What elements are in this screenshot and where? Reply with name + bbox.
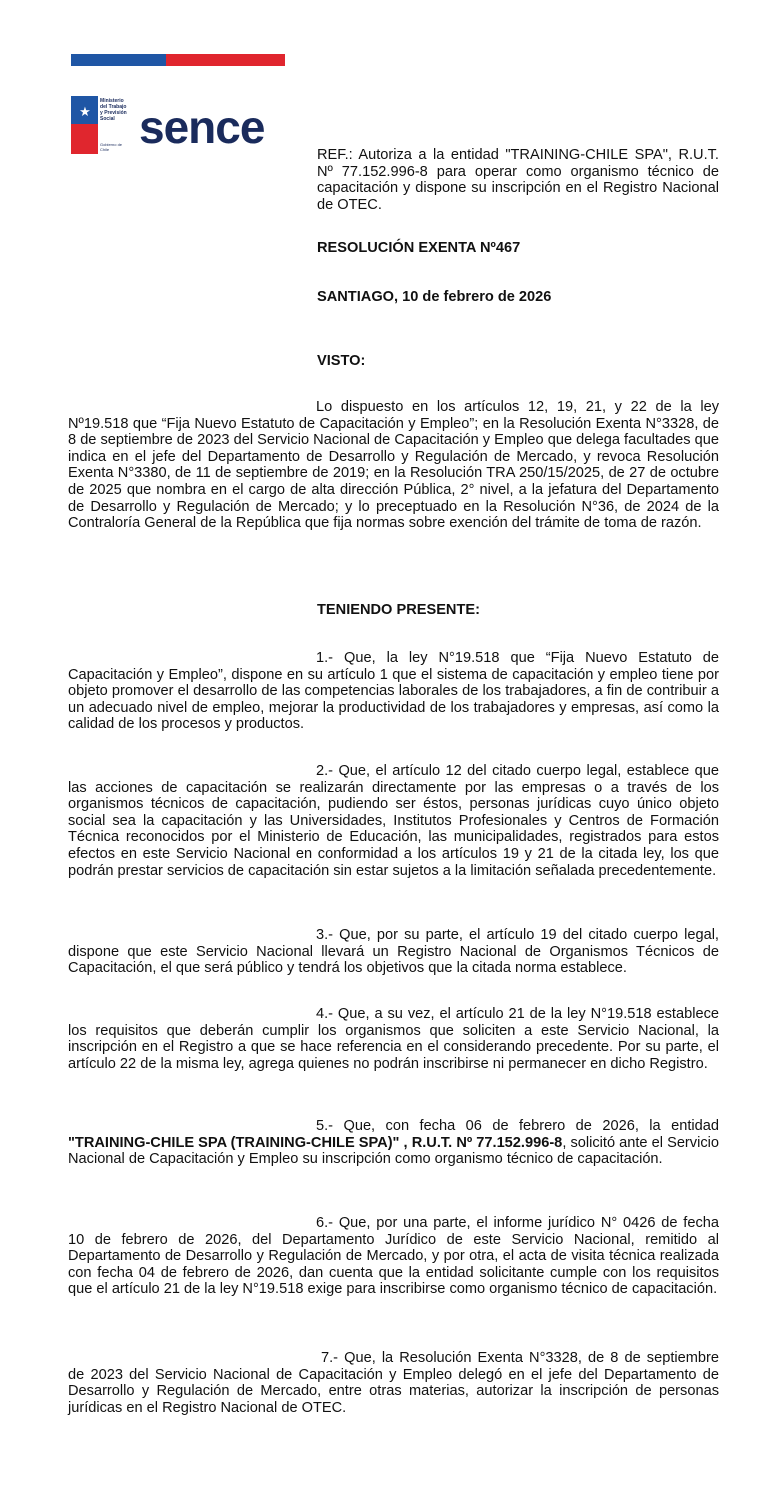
sence-logo (71, 96, 286, 158)
reference-text: REF.: Autoriza a la entidad "TRAINING-CHILE SPA", R.U.T. Nº 77.152.996-8 para operar como organismo técnico de capacitación y dispone su inscripción en el Registro Nacional de OTEC. (317, 147, 719, 213)
considerando-5-start: 5.- Que, con fecha 06 de febrero de 2026, la entidad (316, 1118, 719, 1134)
sence-wordmark: sence (139, 101, 265, 153)
ministry-badge (71, 96, 130, 154)
flag-blue-segment (71, 54, 166, 66)
considerando-3: 3.- Que, por su parte, el artículo 19 del citado cuerpo legal, dispone que este Servicio Nacional llevará un Registro Nacional de Organismos Técnicos de Capacitación, el que será público y tendrá los objetivos que la citada norma establece. (68, 927, 719, 977)
considerando-5-end: , solicitó ante el Servicio Nacional de Capacitación y Empleo su inscripción como organismo técnico de capacitación. (68, 1134, 719, 1168)
gobierno-label: Gobierno de Chile (100, 142, 123, 152)
considerando-4: 4.- Que, a su vez, el artículo 21 de la ley N°19.518 establece los requisitos que deberán cumplir los organismos que soliciten a este Servicio Nacional, la inscripción en el Registro a que se hace referencia en el considerando precedente. Por su parte, el artículo 22 de la misma ley, agrega quienes no podrán inscribirse ni permanecer en dicho Registro. (68, 1006, 719, 1072)
visto-heading: VISTO: (317, 353, 366, 369)
resolution-number: RESOLUCIÓN EXENTA Nº467 (317, 240, 521, 256)
visto-paragraph: Lo dispuesto en los artículos 12, 19, 21, y 22 de la ley Nº19.518 que “Fija Nuevo Estatuto de Capacitación y Empleo”; en la Resolución Exenta N°3328, de 8 de septiembre de 2023 del Servicio Nacional de Capacitación y Empleo que delega facultades que indica en el jefe del Departamento de Desarrollo y Regulación de Mercado, y revoca Resolución Exenta N°3380, de 11 de septiembre de 2019; en la Resolución TRA 250/15/2025, de 27 de octubre de 2025 que nombra en el cargo de alta dirección Pública, 2° nivel, a la jefatura del Departamento de Desarrollo y Regulación de Mercado; y lo preceptuado en la Resolución N°36, de 2024 de la Contraloría General de la República que fija normas sobre exención del trámite de toma de razón. (68, 399, 719, 532)
considerando-5 (68, 1118, 719, 1168)
flag-red-segment (166, 54, 285, 66)
flag-color-bar (71, 54, 285, 66)
chile-crest-icon: ★ (71, 96, 98, 154)
teniendo-presente-heading: TENIENDO PRESENTE: (317, 602, 480, 618)
considerando-2: 2.- Que, el artículo 12 del citado cuerpo legal, establece que las acciones de capacitación se realizarán directamente por las empresas o a través de los organismos técnicos de capacitación, pudiendo ser éstos, personas jurídicas cuyo único objeto social sea la capacitación y las Universidades, Institutos Profesionales y Centros de Formación Técnica reconocidos por el Ministerio de Educación, las municipalidades, registrados para estos efectos en este Servicio Nacional en conformidad a los artículos 19 y 21 de la citada ley, los que podrán prestar servicios de capacitación sin estar sujetos a la limitación señalada precedentemente. (68, 763, 719, 879)
considerando-1: 1.- Que, la ley N°19.518 que “Fija Nuevo Estatuto de Capacitación y Empleo”, dispone en su artículo 1 que el sistema de capacitación y empleo tiene por objeto promover el desarrollo de las competencias laborales de los trabajadores, a fin de contribuir a un adecuado nivel de empleo, mejorar la productividad de los trabajadores y empresas, así como la calidad de los procesos y productos. (68, 650, 719, 733)
considerando-6: 6.- Que, por una parte, el informe jurídico N° 0426 de fecha 10 de febrero de 2026, del Departamento Jurídico de este Servicio Nacional, remitido al Departamento de Desarrollo y Regulación de Mercado, y por otra, el acta de visita técnica realizada con fecha 04 de febrero de 2026, dan cuenta que la entidad solicitante cumple con los requisitos que el artículo 21 de la ley N°19.518 exige para inscribirse como organismo técnico de capacitación. (68, 1215, 719, 1298)
considerando-7: 7.- Que, la Resolución Exenta N°3328, de 8 de septiembre de 2023 del Servicio Nacional de Capacitación y Empleo delegó en el jefe del Departamento de Desarrollo y Regulación de Mercado, entre otras materias, autorizar la inscripción de personas jurídicas en el Registro Nacional de OTEC. (68, 1350, 719, 1416)
entity-name-rut: "TRAINING-CHILE SPA (TRAINING-CHILE SPA)" , R.U.T. Nº 77.152.996-8 (68, 1134, 563, 1151)
ministry-label: Ministerio del Trabajo y Previsión Social (100, 98, 127, 122)
resolution-date: SANTIAGO, 10 de febrero de 2026 (317, 289, 552, 305)
